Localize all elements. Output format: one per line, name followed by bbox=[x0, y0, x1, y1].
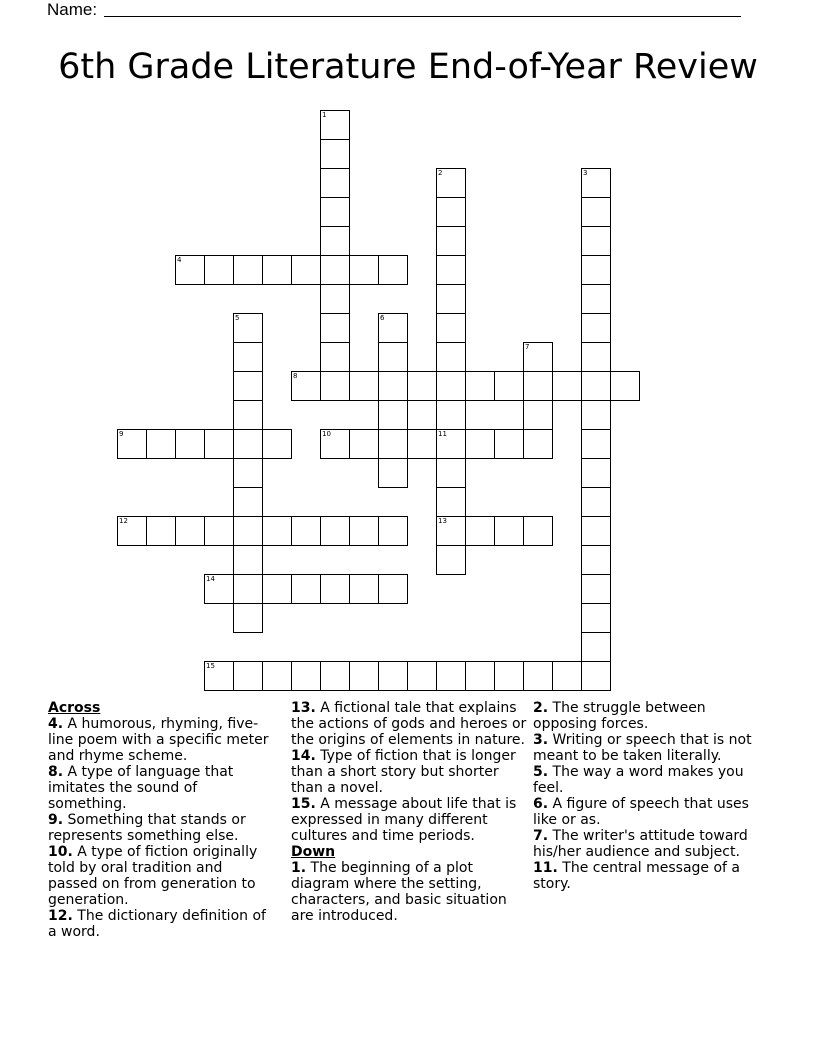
clue-across-4: 4. A humorous, rhyming, five-line poem with a specific meter and rhyme scheme. bbox=[48, 716, 269, 764]
crossword-cell[interactable] bbox=[233, 429, 263, 459]
clue-across-8: 8. A type of language that imitates the sound of something. bbox=[48, 764, 234, 812]
crossword-cell[interactable] bbox=[320, 255, 350, 285]
crossword-cell[interactable] bbox=[175, 429, 205, 459]
crossword-cell[interactable] bbox=[291, 661, 321, 691]
crossword-cell[interactable] bbox=[581, 284, 611, 314]
crossword-cell[interactable] bbox=[436, 661, 466, 691]
clue-across-13: 13. A fictional tale that explains the actions of gods and heroes or the origins of elements in nature. bbox=[291, 700, 527, 748]
page-title: 6th Grade Literature End-of-Year Review bbox=[58, 47, 758, 87]
clue-number: 7 bbox=[525, 343, 530, 351]
crossword-cell[interactable] bbox=[581, 197, 611, 227]
crossword-cell[interactable] bbox=[378, 661, 408, 691]
crossword-cell[interactable] bbox=[349, 574, 379, 604]
crossword-cell[interactable] bbox=[436, 168, 466, 198]
crossword-cell[interactable] bbox=[233, 400, 263, 430]
clue-across-14: 14. Type of fiction that is longer than a short story but shorter than a novel. bbox=[291, 748, 516, 796]
crossword-cell[interactable] bbox=[552, 371, 582, 401]
crossword-cell[interactable] bbox=[146, 516, 176, 546]
clue-number: 4 bbox=[177, 256, 182, 264]
crossword-cell[interactable] bbox=[581, 661, 611, 691]
clue-number: 10 bbox=[322, 430, 331, 438]
crossword-cell[interactable] bbox=[581, 429, 611, 459]
clue-down-7: 7. The writer's attitude toward his/her audience and subject. bbox=[533, 828, 748, 860]
crossword-cell[interactable] bbox=[523, 516, 553, 546]
crossword-cell[interactable] bbox=[465, 429, 495, 459]
crossword-cell[interactable] bbox=[494, 516, 524, 546]
crossword-cell[interactable] bbox=[233, 458, 263, 488]
crossword-cell[interactable] bbox=[233, 371, 263, 401]
crossword-cell[interactable] bbox=[523, 342, 553, 372]
crossword-cell[interactable] bbox=[233, 603, 263, 633]
crossword-cell[interactable] bbox=[291, 371, 321, 401]
crossword-cell[interactable] bbox=[581, 371, 611, 401]
name-label: Name: bbox=[47, 0, 98, 19]
clue-down-1: 1. The beginning of a plot diagram where the setting, characters, and basic situation are introduced. bbox=[291, 860, 507, 924]
crossword-cell[interactable] bbox=[436, 313, 466, 343]
crossword-cell[interactable] bbox=[378, 574, 408, 604]
crossword-cell[interactable] bbox=[523, 400, 553, 430]
clue-number: 5 bbox=[235, 314, 240, 322]
crossword-cell[interactable] bbox=[581, 342, 611, 372]
clue-across-12: 12. The dictionary definition of a word. bbox=[48, 908, 266, 940]
crossword-cell[interactable] bbox=[581, 603, 611, 633]
crossword-cell[interactable] bbox=[581, 458, 611, 488]
crossword-cell[interactable] bbox=[552, 661, 582, 691]
crossword-cell[interactable] bbox=[233, 487, 263, 517]
crossword-cell[interactable] bbox=[378, 342, 408, 372]
crossword-cell[interactable] bbox=[204, 255, 234, 285]
clue-column-3 bbox=[533, 700, 769, 892]
clue-down-3: 3. Writing or speech that is not meant to be taken literally. bbox=[533, 732, 752, 764]
crossword-cell[interactable] bbox=[436, 429, 466, 459]
crossword-cell[interactable] bbox=[233, 342, 263, 372]
crossword-cell[interactable] bbox=[581, 168, 611, 198]
crossword-cell[interactable] bbox=[262, 255, 292, 285]
crossword-cell[interactable] bbox=[581, 255, 611, 285]
crossword-cell[interactable] bbox=[494, 429, 524, 459]
clue-down-11: 11. The central message of a story. bbox=[533, 860, 740, 892]
crossword-cell[interactable] bbox=[320, 226, 350, 256]
crossword-cell[interactable] bbox=[407, 371, 437, 401]
crossword-cell[interactable] bbox=[233, 255, 263, 285]
crossword-cell[interactable] bbox=[581, 226, 611, 256]
crossword-cell[interactable] bbox=[523, 429, 553, 459]
crossword-cell[interactable] bbox=[320, 516, 350, 546]
crossword-cell[interactable] bbox=[436, 371, 466, 401]
crossword-cell[interactable] bbox=[320, 429, 350, 459]
crossword-cell[interactable] bbox=[291, 574, 321, 604]
crossword-cell[interactable] bbox=[581, 516, 611, 546]
crossword-cell[interactable] bbox=[436, 516, 466, 546]
crossword-cell[interactable] bbox=[465, 516, 495, 546]
crossword-cell[interactable] bbox=[349, 429, 379, 459]
crossword-cell[interactable] bbox=[436, 487, 466, 517]
clue-number: 1 bbox=[322, 111, 327, 119]
crossword-cell[interactable] bbox=[320, 371, 350, 401]
clue-number: 8 bbox=[293, 372, 298, 380]
crossword-cell[interactable] bbox=[436, 226, 466, 256]
crossword-cell[interactable] bbox=[581, 487, 611, 517]
clue-across-9: 9. Something that stands or represents something else. bbox=[48, 812, 246, 844]
crossword-cell[interactable] bbox=[204, 661, 234, 691]
crossword-cell[interactable] bbox=[233, 516, 263, 546]
crossword-cell[interactable] bbox=[523, 371, 553, 401]
crossword-cell[interactable] bbox=[581, 545, 611, 575]
crossword-cell[interactable] bbox=[378, 371, 408, 401]
crossword-cell[interactable] bbox=[320, 661, 350, 691]
crossword-cell[interactable] bbox=[262, 661, 292, 691]
crossword-cell[interactable] bbox=[494, 661, 524, 691]
crossword-cell[interactable] bbox=[204, 429, 234, 459]
clue-down-5: 5. The way a word makes you feel. bbox=[533, 764, 744, 796]
crossword-cell[interactable] bbox=[378, 429, 408, 459]
crossword-cell[interactable] bbox=[175, 255, 205, 285]
crossword-cell[interactable] bbox=[233, 313, 263, 343]
crossword-cell[interactable] bbox=[581, 632, 611, 662]
crossword-cell[interactable] bbox=[436, 458, 466, 488]
crossword-cell[interactable] bbox=[378, 313, 408, 343]
clue-number: 9 bbox=[119, 430, 124, 438]
crossword-cell[interactable] bbox=[494, 371, 524, 401]
crossword-cell[interactable] bbox=[465, 661, 495, 691]
crossword-cell[interactable] bbox=[233, 661, 263, 691]
clue-number: 11 bbox=[438, 430, 447, 438]
crossword-cell[interactable] bbox=[291, 516, 321, 546]
crossword-cell[interactable] bbox=[581, 400, 611, 430]
clue-column-2 bbox=[291, 700, 527, 924]
crossword-cell[interactable] bbox=[204, 574, 234, 604]
crossword-cell[interactable] bbox=[204, 516, 234, 546]
clue-down-6: 6. A figure of speech that uses like or as. bbox=[533, 796, 749, 828]
crossword-cell[interactable] bbox=[378, 255, 408, 285]
crossword-cell[interactable] bbox=[378, 516, 408, 546]
crossword-cell[interactable] bbox=[320, 168, 350, 198]
crossword-cell[interactable] bbox=[233, 574, 263, 604]
crossword-cell[interactable] bbox=[349, 255, 379, 285]
crossword-cell[interactable] bbox=[117, 429, 147, 459]
clue-number: 13 bbox=[438, 517, 447, 525]
clue-number: 15 bbox=[206, 662, 215, 670]
crossword-cell[interactable] bbox=[436, 197, 466, 227]
crossword-cell[interactable] bbox=[320, 110, 350, 140]
crossword-cell[interactable] bbox=[349, 661, 379, 691]
crossword-cell[interactable] bbox=[262, 516, 292, 546]
crossword-cell[interactable] bbox=[117, 516, 147, 546]
crossword-cell[interactable] bbox=[349, 516, 379, 546]
clue-number: 2 bbox=[438, 169, 443, 177]
crossword-cell[interactable] bbox=[175, 516, 205, 546]
crossword-cell[interactable] bbox=[581, 313, 611, 343]
down-heading: Down bbox=[291, 844, 336, 860]
crossword-cell[interactable] bbox=[436, 342, 466, 372]
clue-down-2: 2. The struggle between opposing forces. bbox=[533, 700, 706, 732]
crossword-cell[interactable] bbox=[610, 371, 640, 401]
crossword-cell[interactable] bbox=[436, 400, 466, 430]
crossword-cell[interactable] bbox=[320, 139, 350, 169]
crossword-cell[interactable] bbox=[581, 574, 611, 604]
crossword-cell[interactable] bbox=[320, 197, 350, 227]
crossword-cell[interactable] bbox=[320, 284, 350, 314]
clue-number: 6 bbox=[380, 314, 385, 322]
clue-across-15: 15. A message about life that is expressed in many different cultures and time periods. bbox=[291, 796, 517, 844]
across-heading: Across bbox=[48, 700, 101, 716]
crossword-cell[interactable] bbox=[146, 429, 176, 459]
crossword-cell[interactable] bbox=[378, 458, 408, 488]
crossword-cell[interactable] bbox=[523, 661, 553, 691]
clue-number: 12 bbox=[119, 517, 128, 525]
crossword-cell[interactable] bbox=[320, 342, 350, 372]
crossword-cell[interactable] bbox=[407, 429, 437, 459]
crossword-cell[interactable] bbox=[349, 371, 379, 401]
crossword-cell[interactable] bbox=[407, 661, 437, 691]
crossword-cell[interactable] bbox=[320, 574, 350, 604]
clue-across-10: 10. A type of fiction originally told by oral tradition and passed on from generation to generation. bbox=[48, 844, 258, 908]
clue-number: 3 bbox=[583, 169, 588, 177]
crossword-cell[interactable] bbox=[436, 255, 466, 285]
crossword-cell[interactable] bbox=[262, 574, 292, 604]
crossword-cell[interactable] bbox=[233, 545, 263, 575]
crossword-cell[interactable] bbox=[436, 284, 466, 314]
clue-column-1 bbox=[48, 700, 276, 940]
crossword-cell[interactable] bbox=[320, 313, 350, 343]
clue-number: 14 bbox=[206, 575, 215, 583]
crossword-cell[interactable] bbox=[378, 400, 408, 430]
crossword-cell[interactable] bbox=[291, 255, 321, 285]
crossword-cell[interactable] bbox=[262, 429, 292, 459]
crossword-cell[interactable] bbox=[465, 371, 495, 401]
crossword-cell[interactable] bbox=[436, 545, 466, 575]
